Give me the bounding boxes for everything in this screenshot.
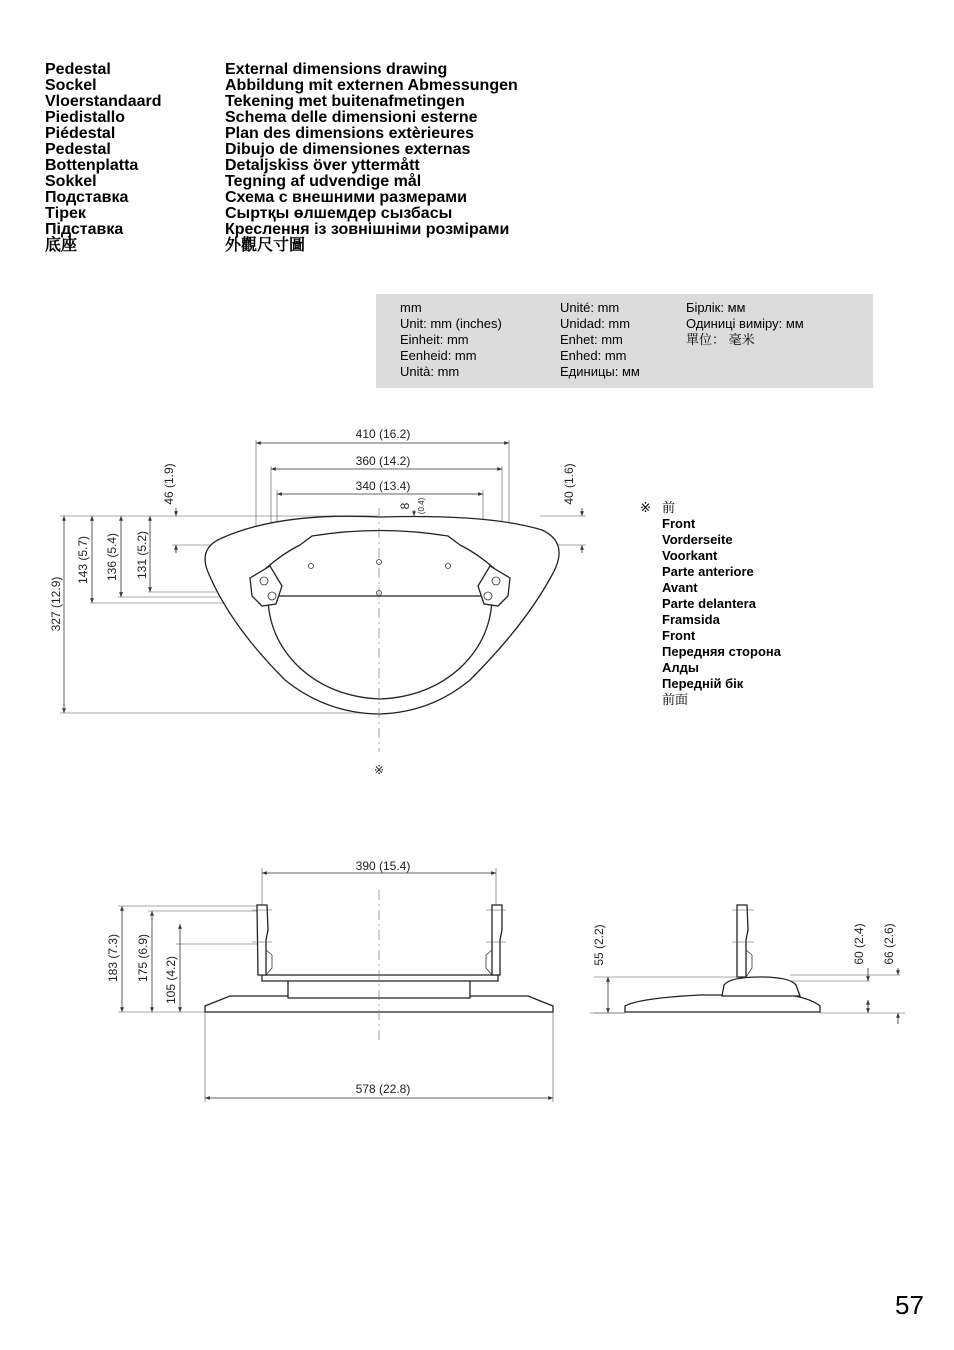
front-label-5: Avant <box>662 580 698 595</box>
dim-55: 55 (2.2) <box>592 924 606 966</box>
title-pedestal-5: Pedestal <box>45 141 111 158</box>
title-pedestal-7: Sokkel <box>45 173 97 190</box>
dim-360: 360 (14.2) <box>355 454 411 468</box>
dim-390: 390 (15.4) <box>355 859 411 873</box>
title-dimensions-7: Tegning af udvendige mål <box>225 173 422 190</box>
dim-410: 410 (16.2) <box>355 427 411 441</box>
title-dimensions-3: Schema delle dimensioni esterne <box>225 109 478 126</box>
unit-label-2: Enhet: mm <box>560 332 623 347</box>
unit-label-0: Unité: mm <box>560 300 620 315</box>
title-pedestal-3: Piedistallo <box>45 109 126 126</box>
dim-46: 46 (1.9) <box>162 463 176 505</box>
unit-label-3: Enhed: mm <box>560 348 627 363</box>
title-pedestal-8: Подставка <box>45 189 129 206</box>
front-label-2: Vorderseite <box>662 532 733 547</box>
unit-label-4: Единицы: мм <box>560 364 640 379</box>
front-label-12: 前面 <box>662 692 689 707</box>
front-label-7: Framsida <box>662 612 720 627</box>
unit-label-0: Бірлік: мм <box>686 300 746 315</box>
title-dimensions-10: Креслення із зовнішніми розмірами <box>225 221 510 238</box>
dim-183: 183 (7.3) <box>106 933 120 983</box>
front-label-11: Передній бік <box>662 676 744 691</box>
dim-340: 340 (13.4) <box>355 479 411 493</box>
unit-label-1: Unit: mm (inches) <box>400 316 502 331</box>
title-pedestal-11: 底座 <box>45 237 78 254</box>
dim-105: 105 (4.2) <box>164 955 178 1005</box>
dim-8-inches: (0.4) <box>417 497 426 515</box>
page-number: 57 <box>895 1290 924 1320</box>
front-label-9: Передняя сторона <box>662 644 781 659</box>
dim-578: 578 (22.8) <box>355 1082 411 1096</box>
front-label-3: Voorkant <box>662 548 718 563</box>
title-pedestal-2: Vloerstandaard <box>45 93 162 110</box>
title-dimensions-4: Plan des dimensions extèrieures <box>225 125 474 142</box>
unit-label-4: Unità: mm <box>400 364 460 379</box>
dim-143: 143 (5.7) <box>76 535 90 585</box>
front-label-1: Front <box>662 516 696 531</box>
dim-136: 136 (5.4) <box>105 532 119 582</box>
unit-label-3: Eenheid: mm <box>400 348 477 363</box>
unit-label-2: 單位： 毫米 <box>686 332 755 347</box>
side-view-drawing <box>590 905 905 1024</box>
front-view-drawing <box>106 859 553 1102</box>
front-label-8: Front <box>662 628 696 643</box>
front-mark: ※ <box>640 500 651 515</box>
dim-40: 40 (1.6) <box>562 463 576 505</box>
dim-60: 60 (2.4) <box>852 923 866 965</box>
unit-label-1: Одиниці виміру: мм <box>686 316 804 331</box>
dim-66: 66 (2.6) <box>882 923 896 965</box>
dim-8: 8 <box>398 502 412 510</box>
title-dimensions-11: 外觀尺寸圖 <box>225 237 306 254</box>
title-dimensions-8: Схема с внешними размерами <box>225 189 467 206</box>
title-dimensions-6: Detaljskiss över yttermått <box>225 157 420 174</box>
dim-175: 175 (6.9) <box>136 933 150 983</box>
front-label-10: Алды <box>662 660 700 675</box>
title-dimensions-2: Tekening met buitenafmetingen <box>225 93 465 110</box>
title-pedestal-0: Pedestal <box>45 61 111 78</box>
title-pedestal-10: Підставка <box>45 221 124 238</box>
unit-label-2: Einheit: mm <box>400 332 469 347</box>
front-label-4: Parte anteriore <box>662 564 754 579</box>
title-dimensions-1: Abbildung mit externen Abmessungen <box>225 77 518 94</box>
top-view-drawing <box>49 427 586 777</box>
title-pedestal-4: Piédestal <box>45 125 116 142</box>
title-pedestal-6: Bottenplatta <box>45 157 139 174</box>
title-dimensions-9: Сыртқы өлшемдер сызбасы <box>225 205 453 222</box>
title-dimensions-5: Dibujo de dimensiones externas <box>225 141 471 158</box>
dim-327: 327 (12.9) <box>49 576 63 632</box>
front-label-0: 前 <box>662 500 676 515</box>
front-label-6: Parte delantera <box>662 596 756 611</box>
top-view-front-mark: ※ <box>373 763 385 777</box>
unit-label-1: Unidad: mm <box>560 316 631 331</box>
title-dimensions-0: External dimensions drawing <box>225 61 448 78</box>
dim-131: 131 (5.2) <box>135 530 149 580</box>
unit-label-0: mm <box>400 300 422 315</box>
title-pedestal-9: Тірек <box>45 205 86 222</box>
title-pedestal-1: Sockel <box>45 77 97 94</box>
